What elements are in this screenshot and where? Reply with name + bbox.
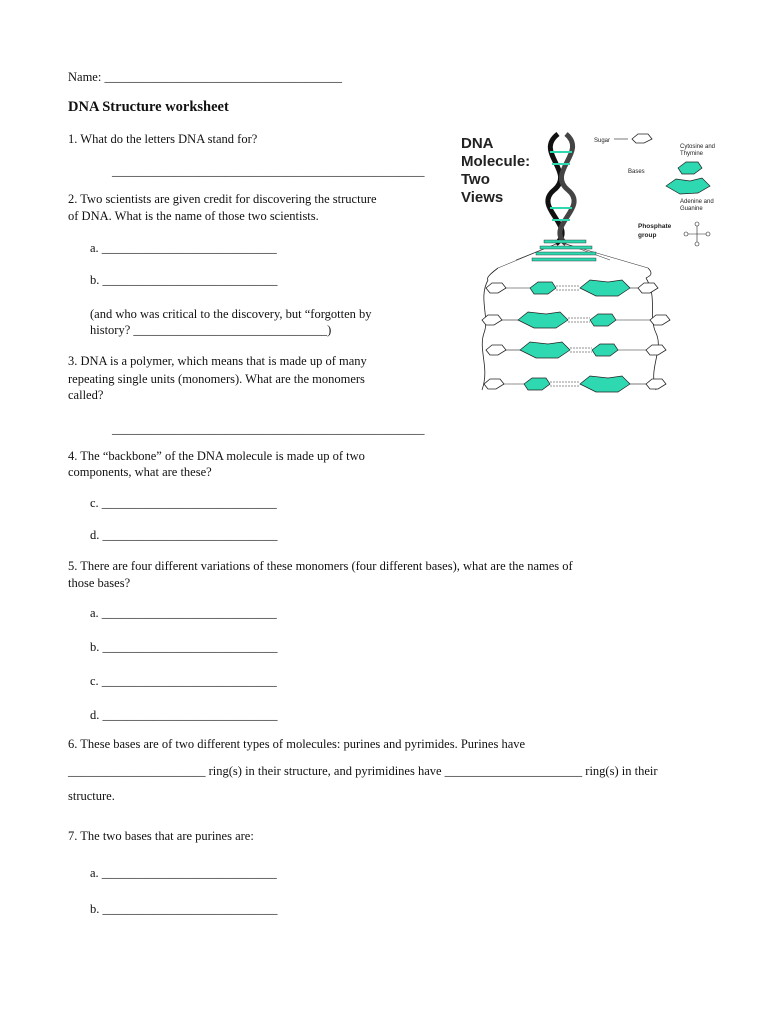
question-3-line-1: 3. DNA is a polymer, which means that is made up of many — [68, 354, 367, 368]
figure-title-line-4: Views — [461, 189, 504, 206]
figure-title-line-2: Molecule: — [461, 153, 531, 170]
phosphate-group-icon — [684, 222, 710, 246]
legend-cytosine-thymine-line-1: Cytosine and — [680, 144, 716, 150]
question-4-line-2: components, what are these? — [68, 465, 212, 479]
question-7-answer-a[interactable]: a. ____________________________ — [90, 866, 277, 880]
base-pair-row-3 — [486, 342, 666, 358]
double-helix-icon — [548, 134, 574, 244]
question-7-text: 7. The two bases that are purines are: — [68, 829, 254, 843]
legend-cytosine-thymine-line-2: Thymine — [680, 151, 704, 157]
question-2-answer-a[interactable]: a. ____________________________ — [90, 241, 277, 255]
legend-adenine-guanine-line-1: Adenine and — [680, 199, 714, 205]
legend-phosphate-line-1: Phosphate — [638, 223, 672, 230]
question-6-line-1: 6. These bases are of two different types of molecules: purines and pyrimides. Purines have — [68, 737, 526, 751]
stacked-base-pairs — [532, 240, 596, 261]
pyrimidine-base-icon — [678, 162, 702, 174]
purine-base-icon — [666, 178, 710, 194]
page-title: DNA Structure worksheet — [68, 99, 229, 115]
question-7-answer-b[interactable]: b. ____________________________ — [90, 902, 278, 916]
question-4-answer-d[interactable]: d. ____________________________ — [90, 528, 278, 542]
question-5-answer-b[interactable]: b. ____________________________ — [90, 640, 278, 654]
figure-title-line-1: DNA — [461, 135, 494, 152]
question-5-answer-d[interactable]: d. ____________________________ — [90, 708, 278, 722]
base-pair-row-2 — [482, 312, 670, 328]
question-5-answer-a[interactable]: a. ____________________________ — [90, 606, 277, 620]
legend-phosphate-line-2: group — [638, 232, 657, 239]
sugar-icon — [632, 134, 652, 143]
question-2-answer-b[interactable]: b. ____________________________ — [90, 273, 278, 287]
legend-bases-label: Bases — [628, 169, 645, 175]
legend-sugar-label: Sugar — [594, 138, 611, 144]
question-2-line-1: 2. Two scientists are given credit for discovering the structure — [68, 192, 377, 206]
question-4-answer-c[interactable]: c. ____________________________ — [90, 496, 277, 510]
question-1-answer-blank[interactable]: __________________________________________________ — [112, 164, 425, 178]
question-5-answer-c[interactable]: c. ____________________________ — [90, 674, 277, 688]
question-6-line-2[interactable]: ______________________ ring(s) in their structure, and pyrimidines have ______________________ ring(s) in their — [68, 764, 658, 778]
question-5-line-2: those bases? — [68, 576, 131, 590]
question-3-line-2: repeating single units (monomers). What are the monomers — [68, 372, 365, 386]
question-2-note-line-2[interactable]: history? _______________________________) — [90, 323, 332, 337]
question-2-note-line-1: (and who was critical to the discovery, but “forgotten by — [90, 307, 372, 321]
dna-diagram — [458, 128, 730, 410]
base-pair-row-1 — [486, 280, 658, 296]
question-3-line-3: called? — [68, 388, 104, 402]
question-1-text: 1. What do the letters DNA stand for? — [68, 132, 258, 146]
sugar-phosphate-backbone — [482, 268, 658, 390]
question-6-line-3: structure. — [68, 789, 115, 803]
question-3-answer-blank[interactable]: __________________________________________________ — [112, 422, 425, 436]
question-5-line-1: 5. There are four different variations of these monomers (four different bases), what are the names of — [68, 559, 573, 573]
name-line[interactable]: Name: ______________________________________ — [68, 70, 342, 84]
dna-molecule-figure — [458, 128, 730, 410]
base-pair-row-4 — [484, 376, 666, 392]
question-2-line-2: of DNA. What is the name of those two scientists. — [68, 209, 319, 223]
figure-title-line-3: Two — [461, 171, 490, 188]
question-4-line-1: 4. The “backbone” of the DNA molecule is made up of two — [68, 449, 365, 463]
legend-adenine-guanine-line-2: Guanine — [680, 206, 703, 212]
